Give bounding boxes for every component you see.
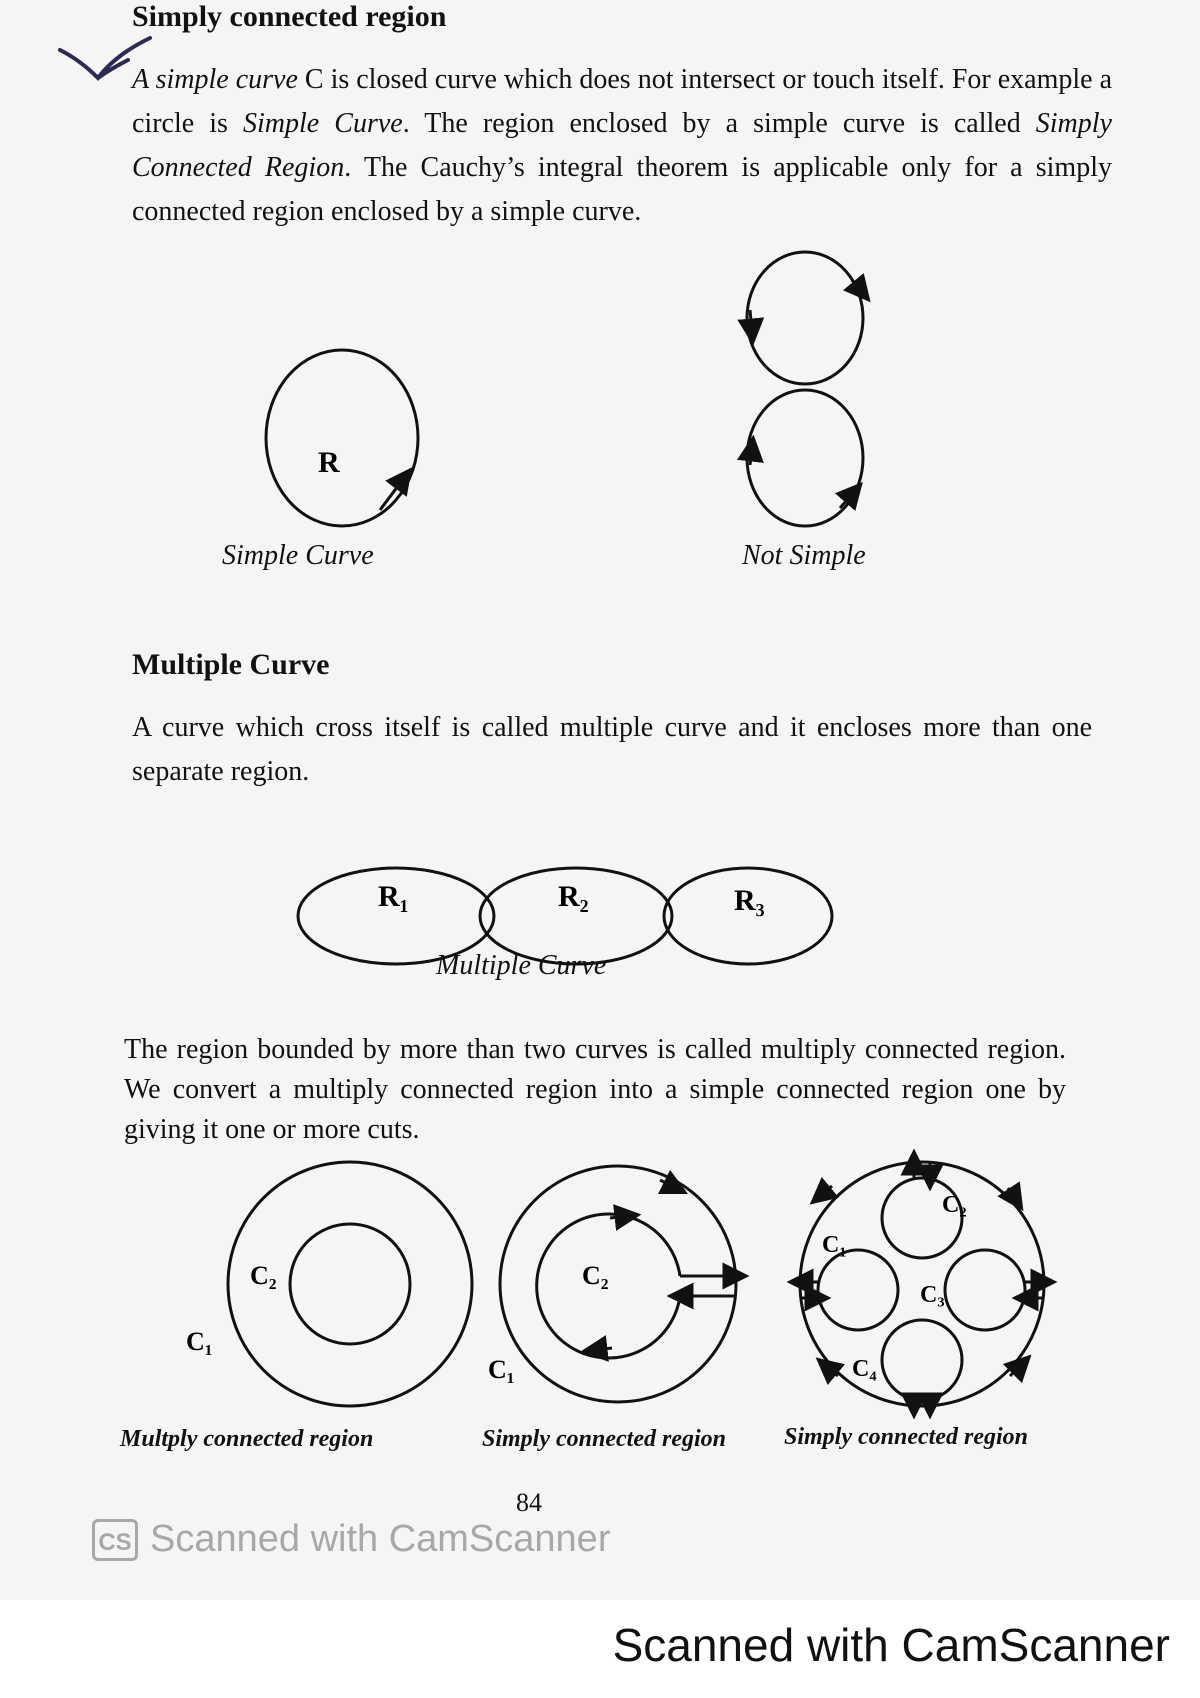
multiply-connected-paragraph: The region bounded by more than two curves is called multiply connected region. We convert a multiply connected region into a simple connected region one by giving it one or more cuts. [124, 1034, 1066, 1145]
watermark-text: Scanned with CamScanner [150, 1518, 611, 1560]
term-simply-connected-region: Simply Connected Region [132, 108, 1112, 183]
section-heading-multiple-curve: Multiple Curve [132, 648, 330, 681]
simple-curve-figure [266, 350, 418, 526]
fig3-label-c3: C₃ [920, 1282, 945, 1308]
simply-connected-cut-figure [500, 1166, 736, 1402]
term-simple-curve-2: Simple Curve [243, 108, 403, 139]
fig2-inner-label: C₂ [582, 1261, 609, 1290]
paragraph-text-c: . The Cauchy’s integral theorem is applicable only for a simply connected region enclosed by a simple curve. [132, 152, 1112, 227]
fig1-inner-label: C₂ [250, 1261, 277, 1290]
camscanner-watermark [92, 1518, 610, 1561]
fig2-outer-label: C₁ [488, 1355, 515, 1384]
footer-text: Scanned with CamScanner [612, 1619, 1170, 1671]
fig3-label-c2: C₂ [942, 1192, 967, 1218]
region-r-label: R [318, 446, 340, 479]
paragraph-text-b: . The region enclosed by a simple curve is called [402, 108, 1036, 139]
not-simple-figure [747, 252, 863, 526]
caption-simple-curve: Simple Curve [222, 540, 374, 571]
caption-simply-connected-1: Simply connected region [482, 1426, 726, 1452]
caption-simply-connected-2: Simply connected region [784, 1424, 1028, 1450]
region-label-r1: R₁ [378, 880, 409, 913]
fig3-label-c4: C₄ [852, 1356, 877, 1382]
page-number: 84 [516, 1488, 542, 1517]
region-label-r3: R₃ [734, 884, 765, 917]
section-heading-simply-connected: Simply connected region [132, 0, 447, 33]
caption-not-simple: Not Simple [742, 540, 866, 571]
caption-multiple-curve: Multiple Curve [436, 950, 607, 981]
region-label-r2: R₂ [558, 880, 589, 913]
fig3-label-c1: C₁ [822, 1232, 847, 1258]
camscanner-logo-icon: CS [92, 1519, 138, 1561]
paragraph-text-a: C is closed curve which does not intersect or touch itself. For example a circle is [132, 64, 1113, 139]
simple-curve-paragraph [132, 58, 1112, 234]
multiple-curve-paragraph: A curve which cross itself is called multiple curve and it encloses more than one separate region. [132, 712, 1092, 787]
fig1-outer-label: C₁ [186, 1327, 213, 1356]
term-simple-curve: A simple curve [132, 64, 298, 95]
caption-multiply-connected: Multply connected region [120, 1426, 374, 1452]
